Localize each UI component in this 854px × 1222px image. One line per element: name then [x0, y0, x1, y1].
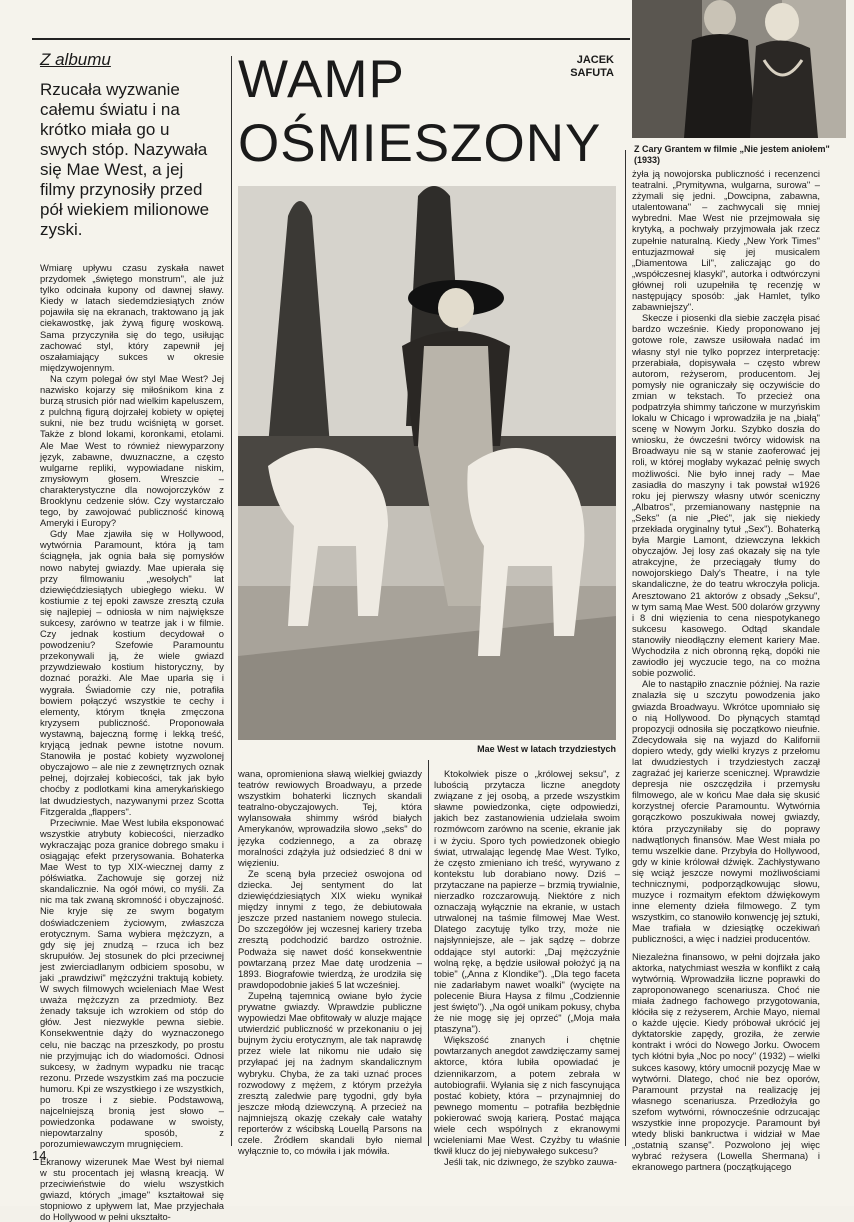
standfirst: Rzucała wyzwanie całemu światu i na krótko miała go u swych stóp. Nazywała się Mae West, a jej filmy przynosiły przed pół wiekiem milionowe zyski. — [40, 80, 220, 240]
author-byline — [548, 54, 614, 80]
paragraph: Ekranowy wizerunek Mae West był niemal w stu procentach jej własną kreacją. W przeciwieństwie do wielu wszystkich gwiazd, których „image" kształtował się stopniowo z upływem lat, Mae przyjechała do Hollywood w pełni ukształto- — [40, 1156, 224, 1222]
paragraph: Skecze i piosenki dla siebie zaczęła pisać bardzo wcześnie. Kiedy proponowano jej gotowe role, zawsze usiłowała nadać im własny styl nie tylko poprzez interpretację: przerabiała, dopisywała – często wbrew autorom, reżyserom, producentom. Jej pomysły nie ograniczały się oczywiście do zmian w tekstach. To przecież ona podpatrzyła shimmy tańczone w murzyńskim lokalu w Chicago i wprowadziła je na „białą" scenę w Nowym Jorku. Szybko doszła do wniosku, że ówcześni twórcy widowisk na Broadwayu nie są w stanie zaoferować jej roli, w której mogłaby wykazać pełnię swych możliwości. Nie było innej rady – Mae zasiadła do maszyny i tak powstał w1926 roku jej pierwszy własny utwór sceniczny „Albatros", przemianowany następnie na „Seks" (a nie „Płeć", jak się niekiedy przekłada oryginalny tytuł „Sex"). Bohaterką była Margie Lamont, dziewczyna lekkich obyczajów. Jej losy zaś okazały się na tyle atrakcyjne, że przeciągały tłumy do nowojorskiego Daly's Theatre, i na tyle skandaliczne, że do teatru wkroczyła policja. Aresztowano 21 aktorów z obsady „Seksu", w tym samą Mae West. 500 dolarów grzywny i 8 dni więzienia to cena niespotykanego sukcesu kasowego. Odtąd skandale stanowiły nieodłączny element kariery Mae. Wychodziła z nich obronną ręką, dopóki nie zawiodło jej wyczucie tego, na co można sobie pozwolić. — [632, 312, 820, 678]
title-line: OŚMIESZONY — [238, 112, 618, 176]
paragraph: Ktokolwiek pisze o „królowej seksu", z lubością przytacza liczne anegdoty związane z jej osobą, a przede wszystkim sławne powiedzonka, cięte odpowiedzi, jakich bez zastanowienia udzielała swoim rozmówcom zarówno na scenie, ekranie jak i w życiu. Sporo tych powiedzonek obiegło świat, utrwalając legendę Mae West. Tylko, że często zmieniano ich treść, wyrywano z kontekstu lub dorabiano nowy. Dziś – przytaczane na papierze – brzmią trywialnie, nierzadko rozczarowują. Niektóre z nich oznaczają wyłącznie na ekranie, w ustach utrwalonej na taśmie filmowej Mae West. Dlatego zacytuję tylko trzy, może nie najsłynniejsze, ale – jak sądzę – dobrze oddające styl autorki: „Daj mężczyźnie wolną rękę, a będzie usiłował położyć ją na tobie" („Anna z Klondike"). „Dla tego faceta nie zadarłabym nawet woalki" (wycięte na polecenie Biura Haysa z filmu „Codziennie jest święto"). „Na ogół unikam pokusy, chyba że nie mogę się jej oprzeć" („Moja mała ptaszyna"). — [434, 768, 620, 1034]
top-rule — [32, 38, 630, 40]
paragraph: Większość znanych i chętnie powtarzanych anegdot zawdzięczamy samej aktorce, która lubiła opowiadać je dziennikarzom, a potem zebrała w autobiografii. Wyłania się z nich fascynująca postać kobiety, która – przynajmniej do pewnego momentu – potrafiła bezbłędnie pokierować swoją karierą. Postać mająca wiele cech wspólnych z ekranowymi wcieleniami Mae West. Czyżby tu właśnie tkwił klucz do jej niebywałego sukcesu? — [434, 1034, 620, 1156]
paragraph: Zupełną tajemnicą owiane było życie prywatne gwiazdy. Wprawdzie publiczne wypowiedzi Mae obfitowały w aluzje mające utwierdzić publiczność w przekonaniu o jej bujnym życiu erotycznym, ale tak naprawdę przez wiele lat nikomu nie udało się przyłapać jej na żadnym skandalicznym wybryku. Chyba, że za taki uznać proces rozwodowy z mężem, z którym przeżyła zresztą zaledwie parę tygodni, gdy była jeszcze młodą dziewczyną. A przecież na najmniejszą okazję czekały całe watahy reporterów z wścibską Louellą Parsons na czele. Źródłem skandali było niemal wyłącznie to, co mówiła i jak mówiła. — [238, 990, 422, 1156]
paragraph: Jeśli tak, nic dziwnego, że szybko zauwa- — [434, 1156, 620, 1167]
page-number: 14 — [32, 1148, 46, 1163]
section-label: Z albumu — [40, 50, 111, 70]
article-column-1 — [40, 262, 224, 1142]
paragraph: Wmiarę upływu czasu zyskała nawet przydomek „świętego monstrum", ale już tylko odcinała kupony od dawnej sławy. Kiedy w latach siedemdziesiątych znów pojawiła się na ekranach, traktowano ją jak ciekawostkę, jak żywą figurę woskową. Sama przyczyniła się do tego, usiłując zachować styl, który zapewnił jej oszałamiający sukces w okresie międzywojennym. — [40, 262, 224, 373]
paragraph: Przeciwnie. Mae West lubiła eksponować wszystkie atrybuty kobiecości, nierzadko wykraczając poza granice dobrego smaku i osiągając efekt przerysowania. Bohaterka Mae West to typ XIX-wiecznej damy z półświatka. Zachowuje się gorzej niż skandalicznie. Na ogół mówi, co myśli. Za nic ma tak zwaną skromność i obyczajność. Nie kryje się ze swym bogatym doświadczeniem życiowym, zwłaszcza erotycznym. Sama wybiera mężczyzn, a gdy się jej znudzą – rzuca ich bez skrupułów. Jej stosunek do płci przeciwnej jest zwierciadlanym odbiciem sposobu, w jaki „prawdziwi" mężczyźni traktują kobiety. W swych filmowych wcieleniach Mae West uważa mężczyzn za przedmioty. Bez żenady taksuje ich wzrokiem od stóp do głów. Jest niezwykle pewna siebie. Konsekwentnie dąży do wyznaczonego celu, nie bacząc na przeszkody, po prostu nie przyjmując ich do wiadomości. Odnosi sukcesy, w żadnym wypadku nie tracąc rezonu. Przede wszystkim zaś ma poczucie humoru. Kpi ze wszystkiego i ze wszystkich, po trosze i z siebie. Podstawową, najcelniejszą bronią jest słowo – powiedzonka podawane w swoisty, niepowtarzalny sposób, z porozumiewawczym mrugnięciem. — [40, 817, 224, 1150]
author-first-name: JACEK — [548, 54, 614, 67]
title-line: WAMP — [238, 48, 618, 112]
article-column-3 — [434, 768, 620, 1144]
photo-caption-main: Mae West w latach trzydziestych — [238, 744, 616, 754]
article-column-4 — [632, 168, 820, 1144]
paragraph: Na czym polegał ów styl Mae West? Jej nazwisko kojarzy się miłośnikom kina z burzą strusich piór nad wielkim kapeluszem, z pulchną figurą dojrzałej kobiety w opiętej sukni, nie bez trudu wciśniętą w gorset. Także z blond lokami, koronkami, etolami. Ale Mae West to również niewyparzony język, zabawne, dwuznaczne, a często wulgarne repliki, wypowiadane niskim, zmysłowym głosem. Wreszcie – charakterystyczne dla nowojorczyków z Brooklynu cedzenie słów. Czy wystarczało tego, by zawojować publiczność kinową Ameryki i Europy? — [40, 373, 224, 528]
paragraph: Gdy Mae zjawiła się w Hollywood, wytwórnia Paramount, która ją tam ściągnęła, jak ognia bała się pomysłów nowo nabytej gwiazdy. Mae upierała się przy filmowaniu „wesołych" lat dziewięćdziesiątych ubiegłego wieku. W kostiumie z tej epoki zawsze zresztą czuła się najlepiej – odniosła w nim największe sukcesy, zarówno w teatrze jak i w filmie. Czy jednak kostium decydował o powodzeniu? Szefowie Paramountu przekonywali ją, że wiele gwiazd przywdziewało kostium historyczny, by doznać porażki. Ale Mae uparła się i wygrała. Świadomie czy nie, potrafiła bowiem połączyć wszystkie te cechy i elementy, którym tknęła zmęczona kryzysem publiczność. Proponowała wystawną, bajeczną formę i lekką treść, kryjącą jednak pewne istotne novum. Stanowiła je postać kobiety wyzwolonej obyczajowo – ale nie z zewnętrznych oznak pełnej, dojrzałej kobiecości, tak jak było choćby z podlotkami kina amerykańskiego lat dwudziestych, nazywanymi przez Scotta Fitzgeralda „flappers". — [40, 528, 224, 816]
photo-mae-west — [238, 186, 616, 740]
paragraph: Ze sceną była przecież oswojona od dziecka. Jej sentyment do lat dziewięćdziesiątych XIX wieku wynikał między innymi z tego, że debiutowała jeszcze przed nastaniem nowego stulecia. Do szczegółów jej wczesnej kariery trzeba zresztą podchodzić bardzo ostrożnie. Podważa się nawet dość konsekwentnie powtarzaną przez Mae datę urodzenia – 1893. Biografowie twierdzą, że urodziła się prawdopodobnie jakieś 5 lat wcześniej. — [238, 868, 422, 990]
column-divider — [428, 760, 429, 1146]
author-last-name: SAFUTA — [548, 67, 614, 80]
column-divider — [625, 150, 626, 1146]
column-divider — [231, 56, 232, 1146]
paragraph: Ale to nastąpiło znacznie później. Na razie znalazła się u szczytu powodzenia jako gwiazda Broadwayu. Wkrótce upomniało się o nią Hollywood. Do płynących stamtąd propozycji odnosiła się początkowo nieufnie. Zdecydowała się na wyjazd do Kalifornii dopiero wtedy, gdy wielki kryzys z przełomu lat dwudziestych i trzydziestych zaczął zagrażać jej karierze scenicznej. Wprawdzie depresja nie oszczędziła i przemysłu filmowego, ale w końcu Mae dała się skusić korzystnej ofercie Paramountu. Wytwórnia gorączkowo poszukiwała nowej gwiazdy, która przyczyniłaby się do poprawy nadwątlonych finansów. Mae West miała po temu wszelkie dane. Przybyła do Hollywood, gdy w kinie królował dźwięk. Zachłystywano się wciąż jeszcze nowymi możliwościami technicznymi, podporządkowując słowu, muzyce i rozmaitym efektom dźwiękowym inne elementy dzieła filmowego. Z tym wszystkim, co stanowiło konwencję jej sztuki, Mae trafiała w dziesiątkę oczekiwań publiczności, a więc i nadziei producentów. — [632, 678, 820, 944]
article-column-2 — [238, 768, 422, 1144]
paragraph: żyła ją nowojorska publiczność i recenzenci teatralni. „Prymitywna, wulgarna, surowa" – zżymali się jedni. „Dowcipna, zabawna, utalentowana" – zachwycali się mniej wybredni. Mae West nie przejmowała się krytyką, a pochwały przyjmowała jak rzecz zupełnie naturalną. Kiedy „New York Times" entuzjazmował się jej musicalem „Diamentowa Lil", zaliczając go do „współczesnej klasyki", autorka i odtwórczyni głównej roli uzupełniła tę recenzję w następujący sposób: „jak Hamlet, tylko zabawniejszy". — [632, 168, 820, 312]
paragraph: wana, opromieniona sławą wielkiej gwiazdy teatrów rewiowych Broadwayu, a przede wszystkim bohaterki licznych skandali teatralno-obyczajowych. Tej, która wylansowała shimmy wśród białych Amerykanów, wprowadziła słowo „seks" do języka codziennego, a za obrazę moralności zdążyła już odsiedzieć 8 dni w więzieniu. — [238, 768, 422, 868]
paragraph: Niezależna finansowo, w pełni dojrzała jako aktorka, natychmiast weszła w konflikt z całą wytwórnią. Wprowadziła liczne poprawki do zaproponowanego scenariusza. Choć nie miała żadnego fachowego przygotowania, kłóciła się z reżyserem, Archie Mayo, niemal o każde ujęcie. Kiedy próbował ukrócić jej dyktatorskie zapędy, groziła, że zerwie kontrakt i wróci do Nowego Jorku. Owocem tych kłótni była „Noc po nocy" (1932) – wielki sukces kasowy, który umocnił pozycję Mae w wytwórni. Dlatego, choć nie bez oporów, Paramount przystał na realizację jej własnego scenariusza. Przedłożyła go szefom wytwórni, równocześnie odrzucając wszystkie inne propozycje. Paramount był wtedy bliski bankructwa i widział w Mae „ostatnią szansę". Pozwolono jej więc wybrać reżysera (Lowella Shermana) i ekranowego partnera (początkującego — [632, 951, 820, 1173]
photo-caption-small: Z Cary Grantem w filmie „Nie jestem aniołem" (1933) — [634, 144, 846, 166]
photo-cary-grant — [632, 0, 846, 138]
